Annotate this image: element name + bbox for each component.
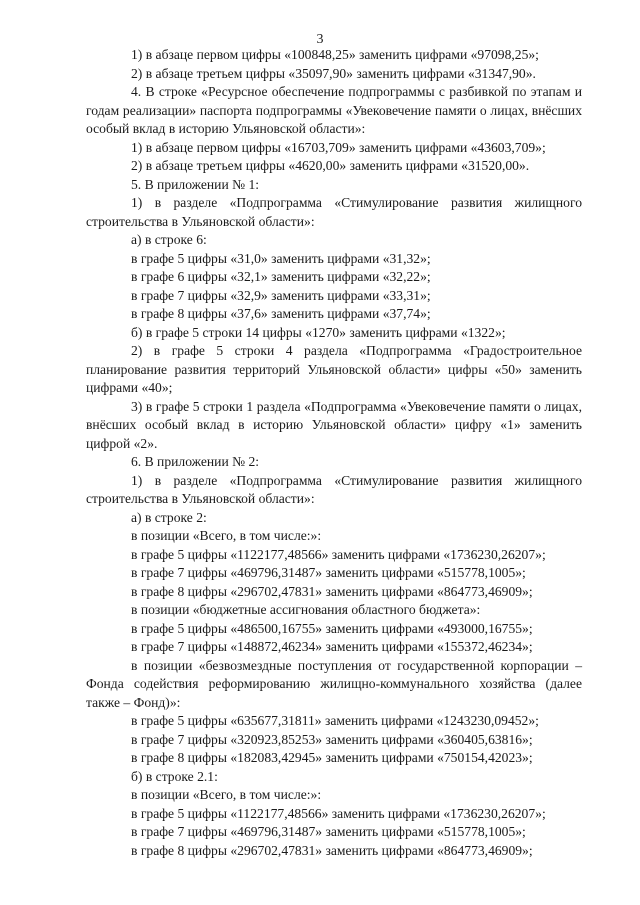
paragraph: 1) в разделе «Подпрограмма «Стимулирование развития жилищного строительства в Ульяновской области»: <box>86 472 582 506</box>
paragraph: в позиции «Всего, в том числе:»: <box>131 787 322 802</box>
paragraph: в графе 7 цифры «32,9» заменить цифрами «33,31»; <box>131 287 431 303</box>
paragraph: в графе 8 цифры «182083,42945» заменить цифрами «750154,42023»; <box>131 750 533 765</box>
paragraph: 4. В строке «Ресурсное обеспечение подпрограммы с разбивкой по этапам и годам реализации» паспорта подпрограммы «Увековечение памяти о лицах, внёсших особый вклад в историю Ульяновской области»: <box>86 84 582 136</box>
paragraph: 2) в графе 5 строки 4 раздела «Подпрограмма «Градостроительное планирование развития территорий Ульяновской области» цифры «50» заменить цифрами «40»; <box>86 343 582 395</box>
paragraph: в графе 7 цифры «469796,31487» заменить цифрами «515778,1005»; <box>131 824 526 839</box>
document-body <box>86 46 582 860</box>
paragraph: в позиции «Всего, в том числе:»: <box>131 528 322 543</box>
paragraph: в графе 7 цифры «320923,85253» заменить цифрами «360405,63816»; <box>131 731 533 747</box>
paragraph: 2) в абзаце третьем цифры «4620,00» заменить цифрами «31520,00». <box>131 158 530 173</box>
paragraph: 2) в абзаце третьем цифры «35097,90» заменить цифрами «31347,90». <box>131 65 536 81</box>
paragraph: в графе 8 цифры «296702,47831» заменить цифрами «864773,46909»; <box>131 583 533 599</box>
paragraph: 1) в абзаце первом цифры «16703,709» заменить цифрами «43603,709»; <box>131 139 546 155</box>
paragraph: в графе 5 цифры «486500,16755» заменить цифрами «493000,16755»; <box>131 620 533 636</box>
paragraph: 6. В приложении № 2: <box>131 454 260 469</box>
paragraph: 1) в разделе «Подпрограмма «Стимулирование развития жилищного строительства в Ульяновской области»: <box>86 195 582 229</box>
paragraph: в графе 5 цифры «1122177,48566» заменить цифрами «1736230,26207»; <box>131 805 546 821</box>
paragraph: в графе 5 цифры «31,0» заменить цифрами «31,32»; <box>131 250 431 266</box>
paragraph: в графе 7 цифры «469796,31487» заменить цифрами «515778,1005»; <box>131 565 526 580</box>
paragraph: б) в графе 5 строки 14 цифры «1270» заменить цифрами «1322»; <box>131 324 506 340</box>
paragraph: в позиции «безвозмездные поступления от государственной корпорации – Фонда содействия реформированию жилищно-коммунального хозяйства (далее также – Фонд)»: <box>86 657 582 710</box>
paragraph: в графе 7 цифры «148872,46234» заменить цифрами «155372,46234»; <box>131 639 533 654</box>
paragraph: а) в строке 2: <box>131 509 207 525</box>
paragraph: 1) в абзаце первом цифры «100848,25» заменить цифрами «97098,25»; <box>131 47 539 62</box>
paragraph: в графе 5 цифры «635677,31811» заменить цифрами «1243230,09452»; <box>131 713 539 728</box>
paragraph: в графе 5 цифры «1122177,48566» заменить цифрами «1736230,26207»; <box>131 546 546 562</box>
paragraph: в графе 8 цифры «296702,47831» заменить цифрами «864773,46909»; <box>131 842 533 858</box>
paragraph: 3) в графе 5 строки 1 раздела «Подпрограмма «Увековечение памяти о лицах, внёсших особый вклад в историю Ульяновской области» цифру «1» заменить цифрой «2». <box>86 398 582 451</box>
paragraph: в позиции «бюджетные ассигнования областного бюджета»: <box>131 602 481 617</box>
paragraph: а) в строке 6: <box>131 232 207 247</box>
paragraph: в графе 6 цифры «32,1» заменить цифрами «32,22»; <box>131 269 431 284</box>
paragraph: б) в строке 2.1: <box>131 768 218 784</box>
paragraph: 5. В приложении № 1: <box>131 176 260 192</box>
page-number: 3 <box>316 32 324 47</box>
paragraph: в графе 8 цифры «37,6» заменить цифрами «37,74»; <box>131 306 431 321</box>
